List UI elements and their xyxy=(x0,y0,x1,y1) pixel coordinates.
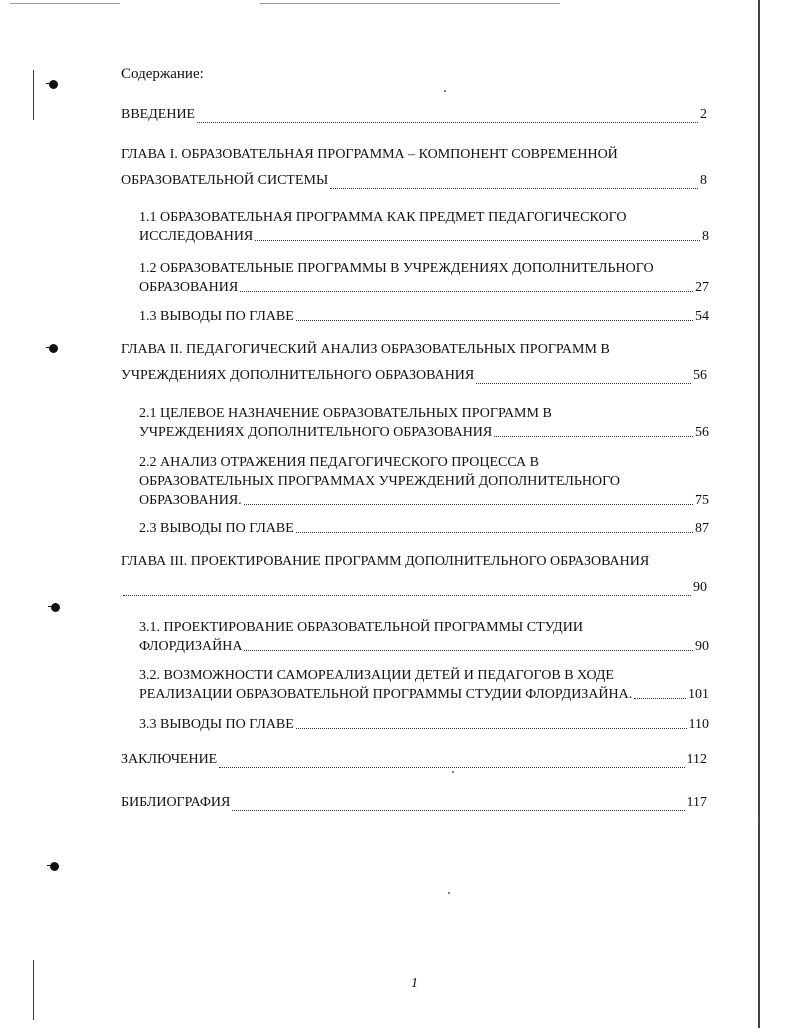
dot-leader xyxy=(634,698,686,699)
toc-entry[interactable] xyxy=(121,747,707,773)
toc-entry-leader-line xyxy=(121,747,707,773)
dot-leader xyxy=(476,383,691,384)
toc-entry-title: 3.3 ВЫВОДЫ ПО ГЛАВЕ xyxy=(139,717,294,732)
toc-entry-title: ЗАКЛЮЧЕНИЕ xyxy=(121,752,218,767)
toc-entry-title-line: ОБРАЗОВАТЕЛЬНЫХ ПРОГРАММАХ УЧРЕЖДЕНИЙ ДОПОЛНИТЕЛЬНОГО xyxy=(139,474,620,489)
toc-entry-title: ФЛОРДИЗАЙНА xyxy=(139,639,243,654)
toc-entry-title-line: 1.2 ОБРАЗОВАТЕЛЬНЫЕ ПРОГРАММЫ В УЧРЕЖДЕНИЯХ ДОПОЛНИТЕЛЬНОГО xyxy=(139,261,654,276)
scan-speck xyxy=(448,892,450,894)
toc-page-number: 101 xyxy=(688,687,709,702)
toc-entry-title-line: ГЛАВА III. ПРОЕКТИРОВАНИЕ ПРОГРАММ ДОПОЛНИТЕЛЬНОГО ОБРАЗОВАНИЯ xyxy=(121,554,650,569)
toc-entry-title-line: 2.1 ЦЕЛЕВОЕ НАЗНАЧЕНИЕ ОБРАЗОВАТЕЛЬНЫХ ПРОГРАММ В xyxy=(139,406,552,421)
toc-entry[interactable] xyxy=(121,142,707,194)
toc-page-number: 117 xyxy=(686,795,707,810)
toc-entry[interactable] xyxy=(139,404,709,442)
toc-entry-leader-line xyxy=(139,637,709,656)
dot-leader xyxy=(244,504,693,505)
toc-entry-title: УЧРЕЖДЕНИЯХ ДОПОЛНИТЕЛЬНОГО ОБРАЗОВАНИЯ xyxy=(139,425,493,440)
toc-entry-title: УЧРЕЖДЕНИЯХ ДОПОЛНИТЕЛЬНОГО ОБРАЗОВАНИЯ xyxy=(121,368,475,383)
toc-entry[interactable] xyxy=(121,337,707,389)
toc-entry-leader-line xyxy=(139,491,709,510)
punch-hole-mark xyxy=(51,603,60,612)
dot-leader xyxy=(255,240,700,241)
toc-entry-title-line: 3.2. ВОЗМОЖНОСТИ САМОРЕАЛИЗАЦИИ ДЕТЕЙ И ПЕДАГОГОВ В ХОДЕ xyxy=(139,668,614,683)
dot-leader xyxy=(123,595,691,596)
toc-entry[interactable] xyxy=(121,790,707,816)
toc-page-number: 2 xyxy=(700,107,707,122)
toc-entry-title-line: ГЛАВА I. ОБРАЗОВАТЕЛЬНАЯ ПРОГРАММА – КОМПОНЕНТ СОВРЕМЕННОЙ xyxy=(121,147,618,162)
page-number: 1 xyxy=(411,976,418,991)
toc-entry-title-line: 2.2 АНАЛИЗ ОТРАЖЕНИЯ ПЕДАГОГИЧЕСКОГО ПРОЦЕССА В xyxy=(139,455,539,470)
toc-entry-leader-line xyxy=(121,575,707,601)
toc-heading: Содержание: xyxy=(121,66,204,82)
scan-edge-line xyxy=(10,3,120,4)
scan-edge-line xyxy=(260,3,560,4)
toc-entry-title-line: ГЛАВА II. ПЕДАГОГИЧЕСКИЙ АНАЛИЗ ОБРАЗОВАТЕЛЬНЫХ ПРОГРАММ В xyxy=(121,342,610,357)
toc-page-number: 8 xyxy=(702,229,709,244)
toc-entry-leader-line xyxy=(121,102,707,128)
toc-entry-leader-line xyxy=(139,423,709,442)
toc-entry-leader-line xyxy=(139,227,709,246)
toc-entry-leader-line xyxy=(139,278,709,297)
toc-entry-leader-line xyxy=(139,685,709,704)
toc-entry-title: 1.3 ВЫВОДЫ ПО ГЛАВЕ xyxy=(139,309,294,324)
toc-page-number: 54 xyxy=(695,309,709,324)
toc-page-number: 90 xyxy=(693,580,707,595)
dot-leader xyxy=(330,188,698,189)
toc-entry-title: ОБРАЗОВАТЕЛЬНОЙ СИСТЕМЫ xyxy=(121,173,329,188)
toc-page-number: 56 xyxy=(693,368,707,383)
toc-page-number: 90 xyxy=(695,639,709,654)
toc-entry-leader-line xyxy=(121,168,707,194)
toc-entry[interactable] xyxy=(139,453,709,510)
scan-margin-line xyxy=(33,70,34,120)
toc-entry[interactable] xyxy=(139,519,709,538)
toc-entry-title: 2.3 ВЫВОДЫ ПО ГЛАВЕ xyxy=(139,521,294,536)
toc-entry-title: ИССЛЕДОВАНИЯ xyxy=(139,229,254,244)
toc-entry[interactable] xyxy=(121,102,707,128)
toc-entry[interactable] xyxy=(139,259,709,297)
toc-entry-title-line: 3.1. ПРОЕКТИРОВАНИЕ ОБРАЗОВАТЕЛЬНОЙ ПРОГРАММЫ СТУДИИ xyxy=(139,620,583,635)
toc-page-number: 56 xyxy=(695,425,709,440)
toc-entry-title-line: 1.1 ОБРАЗОВАТЕЛЬНАЯ ПРОГРАММА КАК ПРЕДМЕТ ПЕДАГОГИЧЕСКОГО xyxy=(139,210,627,225)
scan-speck xyxy=(444,90,446,92)
toc-page-number: 87 xyxy=(695,521,709,536)
toc-entry-title: ОБРАЗОВАНИЯ. xyxy=(139,493,242,508)
toc-entry-title: БИБЛИОГРАФИЯ xyxy=(121,795,231,810)
toc-entry-leader-line xyxy=(121,790,707,816)
toc-page-number: 8 xyxy=(700,173,707,188)
toc-page-number: 112 xyxy=(686,752,707,767)
punch-hole-mark xyxy=(49,344,58,353)
dot-leader xyxy=(296,532,693,533)
toc-entry[interactable] xyxy=(139,666,709,704)
toc-page-number: 75 xyxy=(695,493,709,508)
toc-entry[interactable] xyxy=(121,549,707,601)
dot-leader xyxy=(244,650,693,651)
dot-leader xyxy=(197,122,698,123)
toc-entry[interactable] xyxy=(139,208,709,246)
dot-leader xyxy=(219,767,684,768)
toc-entry-title: ВВЕДЕНИЕ xyxy=(121,107,196,122)
scan-speck xyxy=(758,820,760,822)
toc-entry[interactable] xyxy=(139,618,709,656)
toc-entry-leader-line xyxy=(139,715,709,734)
scan-margin-line xyxy=(33,960,34,1020)
punch-hole-mark xyxy=(50,862,59,871)
toc-entry-leader-line xyxy=(139,307,709,326)
toc-entry-leader-line xyxy=(139,519,709,538)
toc-page-number: 110 xyxy=(688,717,709,732)
dot-leader xyxy=(296,320,693,321)
dot-leader xyxy=(232,810,684,811)
toc-entry-title: РЕАЛИЗАЦИИ ОБРАЗОВАТЕЛЬНОЙ ПРОГРАММЫ СТУДИИ ФЛОРДИЗАЙНА. xyxy=(139,687,633,702)
dot-leader xyxy=(296,728,687,729)
toc-entry-title: ОБРАЗОВАНИЯ xyxy=(139,280,239,295)
toc-entry[interactable] xyxy=(139,307,709,326)
dot-leader xyxy=(240,291,693,292)
dot-leader xyxy=(494,436,693,437)
toc-entry-leader-line xyxy=(121,363,707,389)
toc-page-number: 27 xyxy=(695,280,709,295)
scan-edge-line xyxy=(758,0,760,1028)
punch-hole-mark xyxy=(49,80,58,89)
toc-entry[interactable] xyxy=(139,715,709,734)
